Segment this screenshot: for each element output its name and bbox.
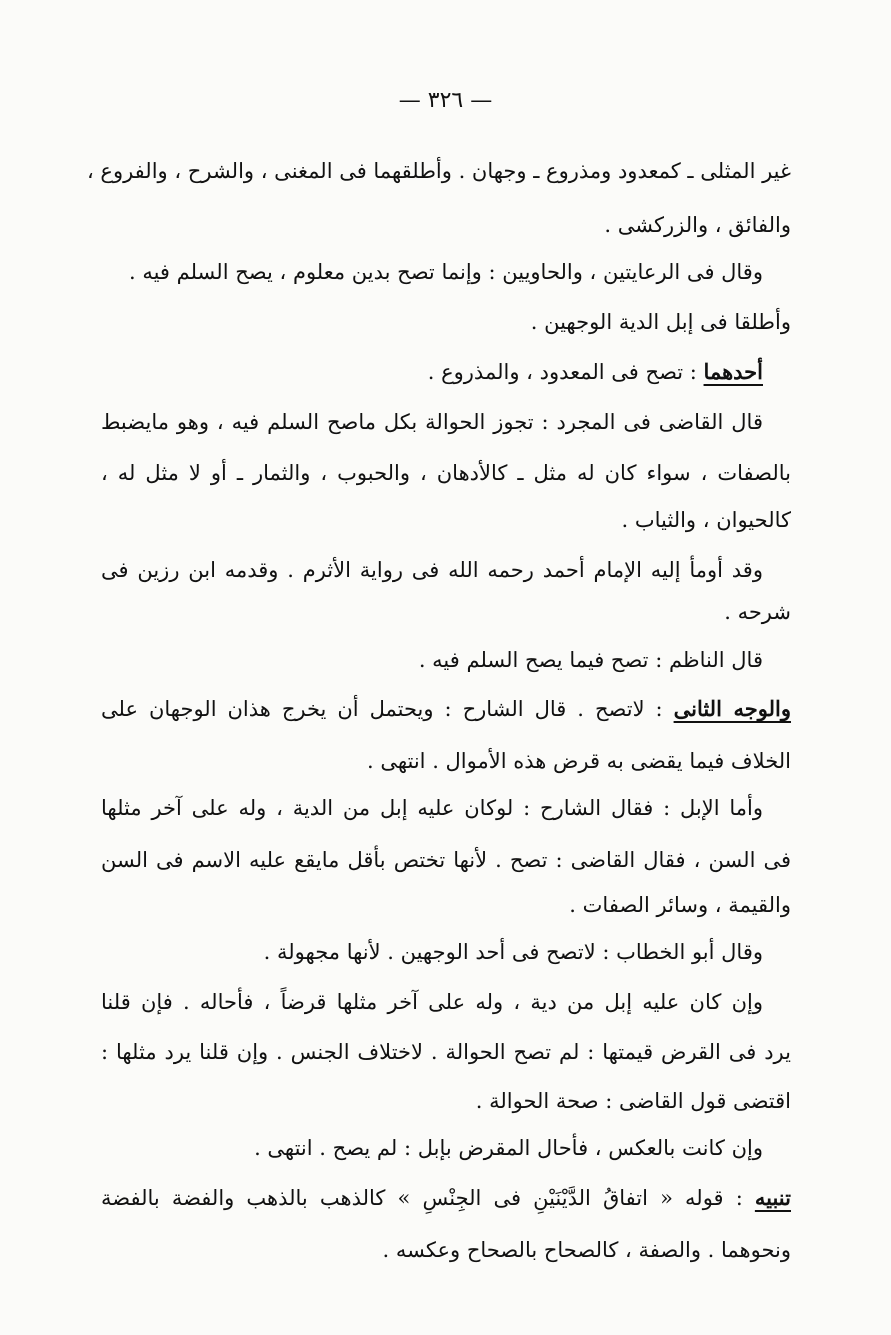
line-text: وأطلقا فى إبل الدية الوجهين . (530, 310, 791, 334)
line-text: شرحه . (724, 600, 791, 624)
text-line (101, 505, 791, 535)
text-line (101, 1037, 791, 1067)
line-text: قال الناظم : تصح فيما يصح السلم فيه . (418, 648, 763, 672)
line-text: وقال فى الرعايتين ، والحاويين : وإنما تصح بدين معلوم ، يصح السلم فيه . (128, 260, 763, 284)
line-text: والفائق ، والزركشى . (604, 213, 791, 237)
text-line (86, 156, 791, 186)
line-text: قال القاضى فى المجرد : تجوز الحوالة بكل ماصح السلم فيه ، وهو مايضبط (101, 410, 763, 434)
line-text: غير المثلى ـ كمعدود ومذروع ـ وجهان . وأطلقهما فى المغنى ، والشرح ، والفروع ، (86, 159, 791, 183)
text-line (73, 645, 763, 675)
text-line (101, 555, 763, 585)
text-line (101, 890, 791, 920)
text-line (73, 1133, 763, 1163)
text-line (101, 1235, 791, 1265)
text-line (73, 937, 763, 967)
text-line (101, 746, 791, 776)
page-number: — ٣٢٦ — (398, 88, 493, 113)
line-text: وقد أومأ إليه الإمام أحمد رحمه الله فى رواية الأثرم . وقدمه ابن رزين فى (101, 558, 763, 582)
line-text: الخلاف فيما يقضى به قرض هذه الأموال . انتهى . (366, 749, 791, 773)
line-text: : قوله « اتفاقُ الدَّيْنَيْنِ فى الجِنْسِ » كالذهب بالذهب والفضة بالفضة (101, 1186, 755, 1210)
line-text: : تصح فى المعدود ، والمذروع . (427, 360, 704, 384)
text-line (101, 793, 763, 823)
text-line (101, 307, 791, 337)
line-text: والقيمة ، وسائر الصفات . (569, 893, 791, 917)
section-lead: أحدهما (703, 359, 763, 384)
line-text: ونحوهما . والصفة ، كالصحاح بالصحاح وعكسه . (382, 1238, 791, 1262)
line-text: وإن كان عليه إبل من دية ، وله على آخر مثلها قرضاً ، فأحاله . فإن قلنا (101, 990, 763, 1014)
text-line (101, 987, 763, 1017)
text-line (101, 458, 791, 488)
section-lead: والوجه الثانى (673, 696, 791, 721)
line-text: كالحيوان ، والثياب . (621, 508, 791, 532)
line-text: وقال أبو الخطاب : لاتصح فى أحد الوجهين . لأنها مجهولة . (263, 940, 763, 964)
line-text: يرد فى القرض قيمتها : لم تصح الحوالة . لاختلاف الجنس . وإن قلنا يرد مثلها : (101, 1040, 791, 1064)
line-text: وإن كانت بالعكس ، فأحال المقرض بإبل : لم يصح . انتهى . (254, 1136, 763, 1160)
line-text: اقتضى قول القاضى : صحة الحوالة . (475, 1089, 791, 1113)
text-line (101, 845, 791, 875)
text-line (101, 257, 763, 287)
line-text: فى السن ، فقال القاضى : تصح . لأنها تختص بأقل مايقع عليه الاسم فى السن (101, 848, 791, 872)
text-line (101, 1183, 791, 1213)
text-line (101, 210, 791, 240)
line-text: وأما الإبل : فقال الشارح : لوكان عليه إبل من الدية ، وله على آخر مثلها (101, 796, 763, 820)
text-line (101, 597, 791, 627)
text-line (101, 407, 763, 437)
line-text: : لاتصح . قال الشارح : ويحتمل أن يخرج هذان الوجهان على (101, 697, 674, 721)
text-line (101, 694, 791, 724)
section-lead: تنبيه (754, 1185, 791, 1210)
text-line (101, 1086, 791, 1116)
line-text: بالصفات ، سواء كان له مثل ـ كالأدهان ، والحبوب ، والثمار ـ أو لا مثل له ، (101, 461, 791, 485)
text-line (73, 357, 763, 387)
